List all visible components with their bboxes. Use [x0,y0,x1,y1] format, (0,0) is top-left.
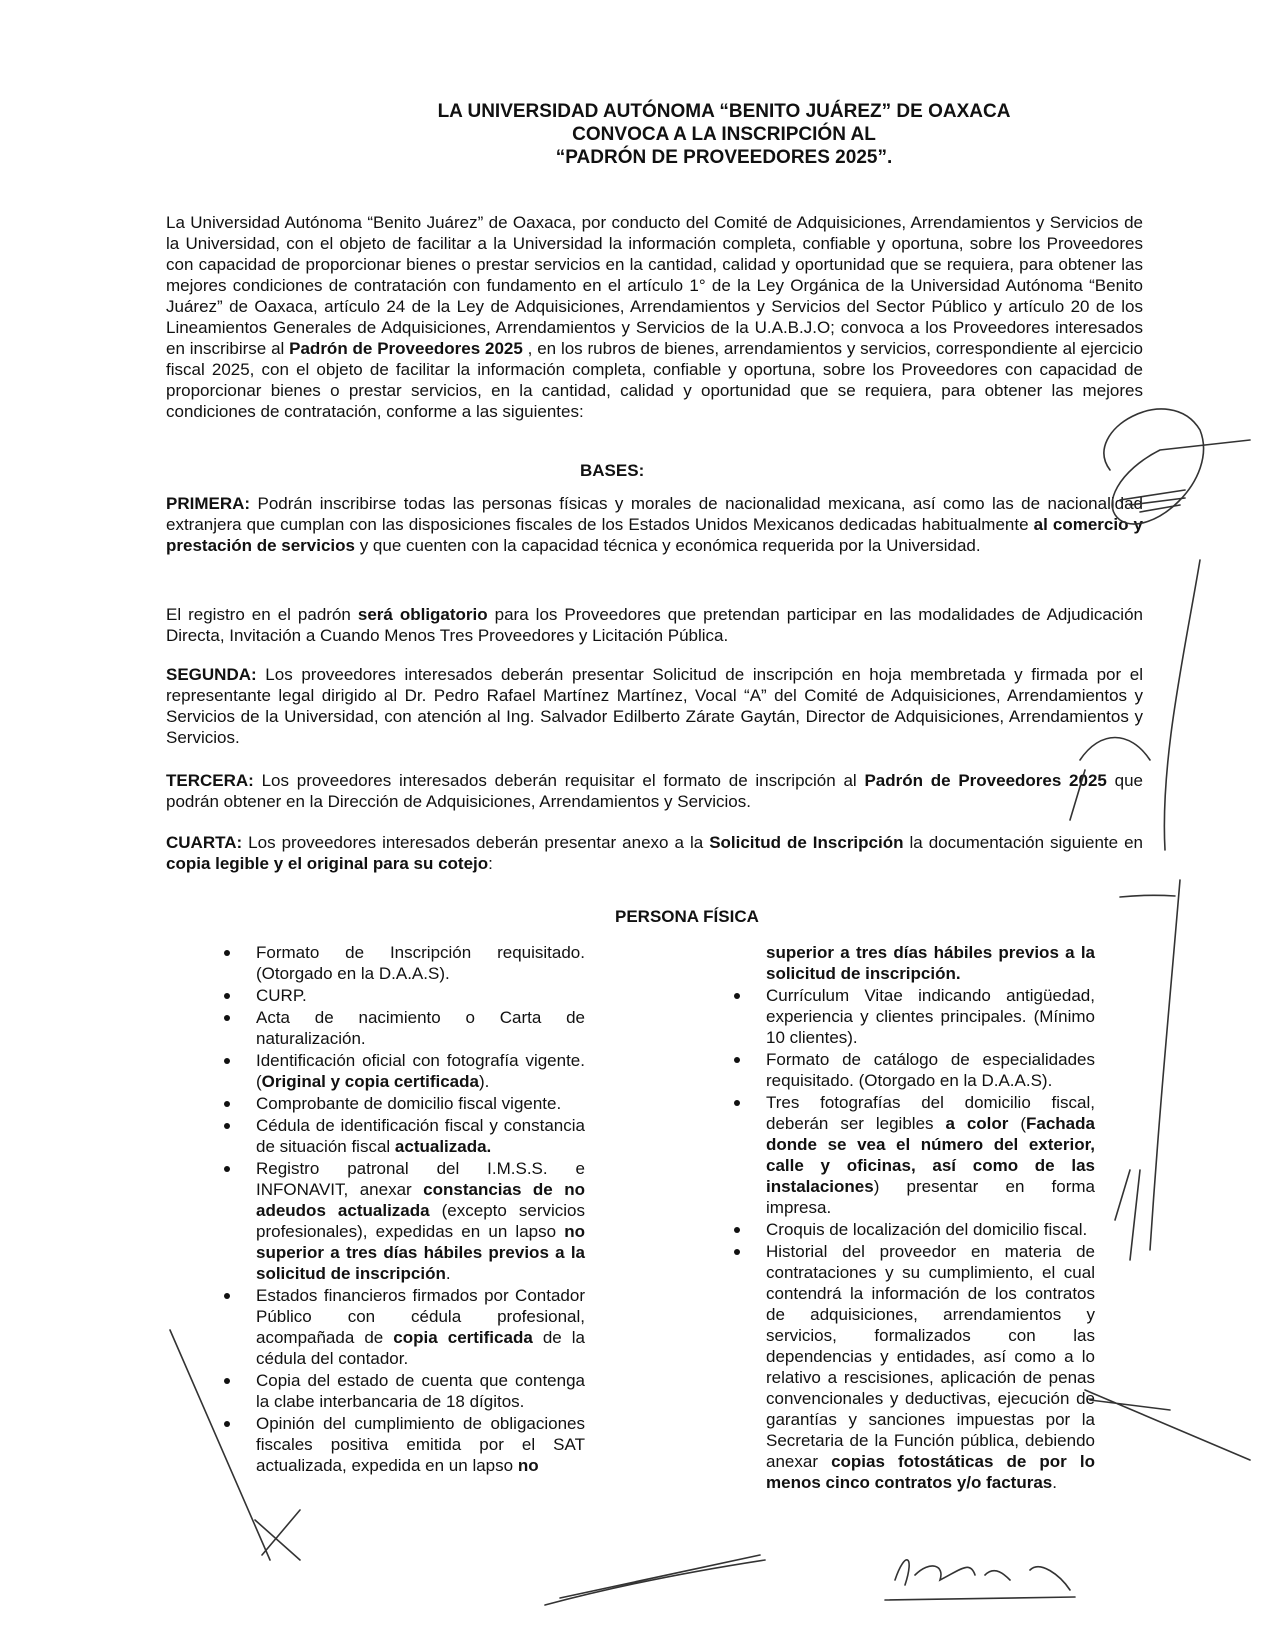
margin-vertical-mark [1164,560,1200,850]
list-item-text: Formato de catálogo de especialidades requisitado. (Otorgado en la D.A.A.S). [766,1050,1095,1090]
list-item-text: Comprobante de domicilio fiscal vigente. [256,1094,562,1113]
tercera-paragraph [166,770,1143,812]
cuarta-text-a: Los proveedores interesados deberán presentar anexo a la [242,833,710,852]
bullet-icon [224,1378,230,1384]
small-right-mark [1115,1170,1140,1260]
list-item-text: Opinión del cumplimiento de obligaciones fiscales positiva emitida por el SAT actualizada, expedida en un lapso [256,1414,585,1475]
segunda-paragraph [166,664,1143,748]
bases-heading: BASES: [580,461,645,480]
cuarta-paragraph [166,832,1143,874]
list-item [730,985,1095,1048]
bullet-icon [734,1227,740,1233]
signature-underline [885,1597,1075,1600]
document-title [160,100,1276,169]
list-item [220,1413,585,1476]
list-item-text: Formato de Inscripción requisitado. (Otorgado en la D.A.A.S). [256,943,585,983]
list-item-text: Currículum Vitae indicando antigüedad, experiencia y clientes principales. (Mínimo 10 clientes). [766,986,1095,1047]
tercera-text-c: que podrán obtener en la Dirección de Adquisiciones, Arrendamientos y Servicios. [166,771,1143,811]
list-item-text: Estados financieros firmados por Contador Público con cédula profesional, acompañada de [256,1286,585,1347]
list-item-text: de la cédula del contador. [256,1328,585,1368]
bottom-right-signature [895,1560,1070,1590]
primera-paragraph [166,493,1143,556]
list-item [220,1050,585,1092]
tercera-text-bold: Padrón de Proveedores 2025 [864,771,1107,790]
list-item [220,1158,585,1284]
list-item-text: Croquis de localización del domicilio fiscal. [766,1220,1088,1239]
tercera-text-a: Los proveedores interesados deberán requisitar el formato de inscripción al [253,771,865,790]
list-item [220,985,585,1006]
list-item-text: . [1052,1473,1057,1492]
persona-fisica-heading: PERSONA FÍSICA [615,907,759,926]
list-item [220,1115,585,1157]
bullet-icon [734,993,740,999]
bullet-icon [224,1101,230,1107]
segunda-text: Los proveedores interesados deberán presentar Solicitud de inscripción en hoja membretada y firmada por el representante legal dirigido al Dr. Pedro Rafael Martínez Martínez, Vocal “A” del Comité de Adquisiciones, Arrendamientos y Servicios de la Universidad, con atención al Ing. Salvador Edilberto Zárate Gaytán, Director de Adquisiciones, Arrendamientos y Servicios. [166,665,1143,747]
bottom-signature-mark [545,1555,765,1605]
cuarta-label: CUARTA: [166,833,243,852]
bullet-icon [224,1015,230,1021]
list-item-bold: copia certificada [393,1328,533,1347]
tercera-label: TERCERA: [166,771,254,790]
bullet-icon [734,1100,740,1106]
list-item [220,1007,585,1049]
primera-text-a: Podrán inscribirse todas las personas físicas y morales de nacionalidad mexicana, así como las de nacionalidad extranjera que cumplan con las disposiciones fiscales de los Estados Unidos Mexicanos dedicadas habitualmente [166,494,1143,534]
registro-paragraph [166,604,1143,646]
registro-text-c: para los Proveedores que pretendan participar en las modalidades de Adjudicación Directa, Invitación a Cuando Menos Tres Proveedores y Licitación Pública. [166,605,1143,645]
list-item [220,1285,585,1369]
list-item [730,1049,1095,1091]
intro-text-a: La Universidad Autónoma “Benito Juárez” de Oaxaca, por conducto del Comité de Adquisiciones, Arrendamientos y Servicios de la Universidad, con el objeto de facilitar a la Universidad la información completa, confiable y oportuna, sobre los Proveedores con capacidad de proporcionar bienes o prestar servicios en la cantidad, calidad y oportunidad que se requiera, para obtener las mejores condiciones de contratación con fundamento en el artículo 1° de la Ley Orgánica de la Universidad Autónoma “Benito Juárez” de Oaxaca, artículo 24 de la Ley de Adquisiciones, Arrendamientos y Servicios del Sector Público y artículo 20 de los Lineamientos Generales de Adquisiciones, Arrendamientos y Servicios de la U.A.B.J.O; convoca a los Proveedores interesados en inscribirse al [166,213,1143,358]
intro-text-bold: Padrón de Proveedores 2025 [289,339,523,358]
list-item-text: CURP. [256,986,307,1005]
list-item [730,1219,1095,1240]
registro-text-bold: será obligatorio [357,605,488,624]
cuarta-text-bold-1: Solicitud de Inscripción [709,833,904,852]
list-item [220,1093,585,1114]
list-item [220,1370,585,1412]
list-item-bold: a color [945,1114,1009,1133]
list-item-bold: copias fotostáticas de por lo menos cinco contratos y/o facturas [766,1452,1095,1492]
list-item-text: . [445,1264,451,1283]
bullet-icon [734,1249,740,1255]
intro-text-c: , en los rubros de bienes, arrendamientos y servicios, correspondiente al ejercicio fiscal 2025, con el objeto de facilitar la información completa, confiable y oportuna, sobre los Proveedores con capacidad de proporcionar bienes o prestar servicios, en la cantidad, calidad y oportunidad que se requiera, para obtener las mejores condiciones de contratación, conforme a las siguientes: [166,339,1143,421]
segunda-label: SEGUNDA: [166,665,257,684]
title-line-2: CONVOCA A LA INSCRIPCIÓN AL [572,124,876,145]
registro-text-a: El registro en el padrón [166,605,358,624]
list-item-bold: constancias de no adeudos actualizada [256,1180,585,1220]
list-item-bold: Original y copia certificada [261,1072,479,1091]
primera-text-c: y que cuenten con la capacidad técnica y económica requerida por la Universidad. [354,536,981,555]
bullet-icon [224,1166,230,1172]
list-item-text: Cédula de identificación fiscal y constancia de situación fiscal [256,1116,585,1156]
list-item-text: Tres fotografías del domicilio fiscal, deberán ser legibles [766,1093,1095,1133]
list-item [730,1092,1095,1218]
bullet-icon [224,1421,230,1427]
dash-mark [1120,895,1175,897]
cuarta-text-bold-2: copia legible y el original para su cotejo [166,854,489,873]
list-item-bold: no superior a tres días hábiles previos a la solicitud de inscripción [256,1222,585,1283]
list-item-continuation [730,942,1095,984]
cuarta-text-c: la documentación siguiente en [903,833,1143,852]
list-item-text: ( [1008,1114,1026,1133]
list-item-bold: Fachada donde se vea el número del exterior, calle y oficinas, así como de las instalaciones [766,1114,1095,1196]
list-item-text: Registro patronal del I.M.S.S. e INFONAVIT, anexar [256,1159,585,1199]
list-item-text: (excepto servicios profesionales), expedidas en un lapso [256,1201,585,1241]
list-item [730,1241,1095,1493]
primera-text-bold: al comercio y prestación de servicios [166,515,1143,555]
list-item-bold: superior a tres días hábiles previos a la solicitud de inscripción. [766,943,1095,983]
list-item-bold: actualizada. [394,1137,492,1156]
bullet-icon [224,950,230,956]
list-item-text: Copia del estado de cuenta que contenga la clabe interbancaria de 18 dígitos. [256,1371,585,1411]
margin-vertical-mark-2 [1150,880,1180,1250]
list-item-text: ) presentar en forma impresa. [766,1177,1095,1217]
cuarta-text-e: : [488,854,493,873]
title-line-1: LA UNIVERSIDAD AUTÓNOMA “BENITO JUÁREZ” DE OAXACA [437,101,1011,122]
bullet-icon [224,1123,230,1129]
intro-paragraph [166,212,1143,422]
list-item-text: ). [478,1072,490,1091]
requirements-right-column [730,942,1095,1494]
bullet-icon [734,1057,740,1063]
list-item-text: Identificación oficial con fotografía vigente. ( [256,1051,585,1091]
cross-mark [1085,1390,1250,1460]
list-item-bold: no [517,1456,539,1475]
primera-label: PRIMERA: [166,494,251,513]
list-item-text: Historial del proveedor en materia de contrataciones y su cumplimiento, el cual contendrá la información de los contratos de adquisiciones, arrendamientos y servicios, formalizados con las dependencias y entidades, así como a lo relativo a rescisiones, aplicación de penas convencionales y deductivas, ejecución de garantías y sanciones impuestas por la Secretaria de la Función pública, debiendo anexar [766,1242,1095,1471]
bullet-icon [224,1058,230,1064]
bullet-icon [224,1293,230,1299]
requirements-left-column [220,942,585,1477]
bullet-icon [224,993,230,999]
list-item [220,942,585,984]
list-item-text: Acta de nacimiento o Carta de naturalización. [256,1008,585,1048]
title-line-3: “PADRÓN DE PROVEEDORES 2025”. [555,147,893,168]
x-mark [255,1510,300,1560]
